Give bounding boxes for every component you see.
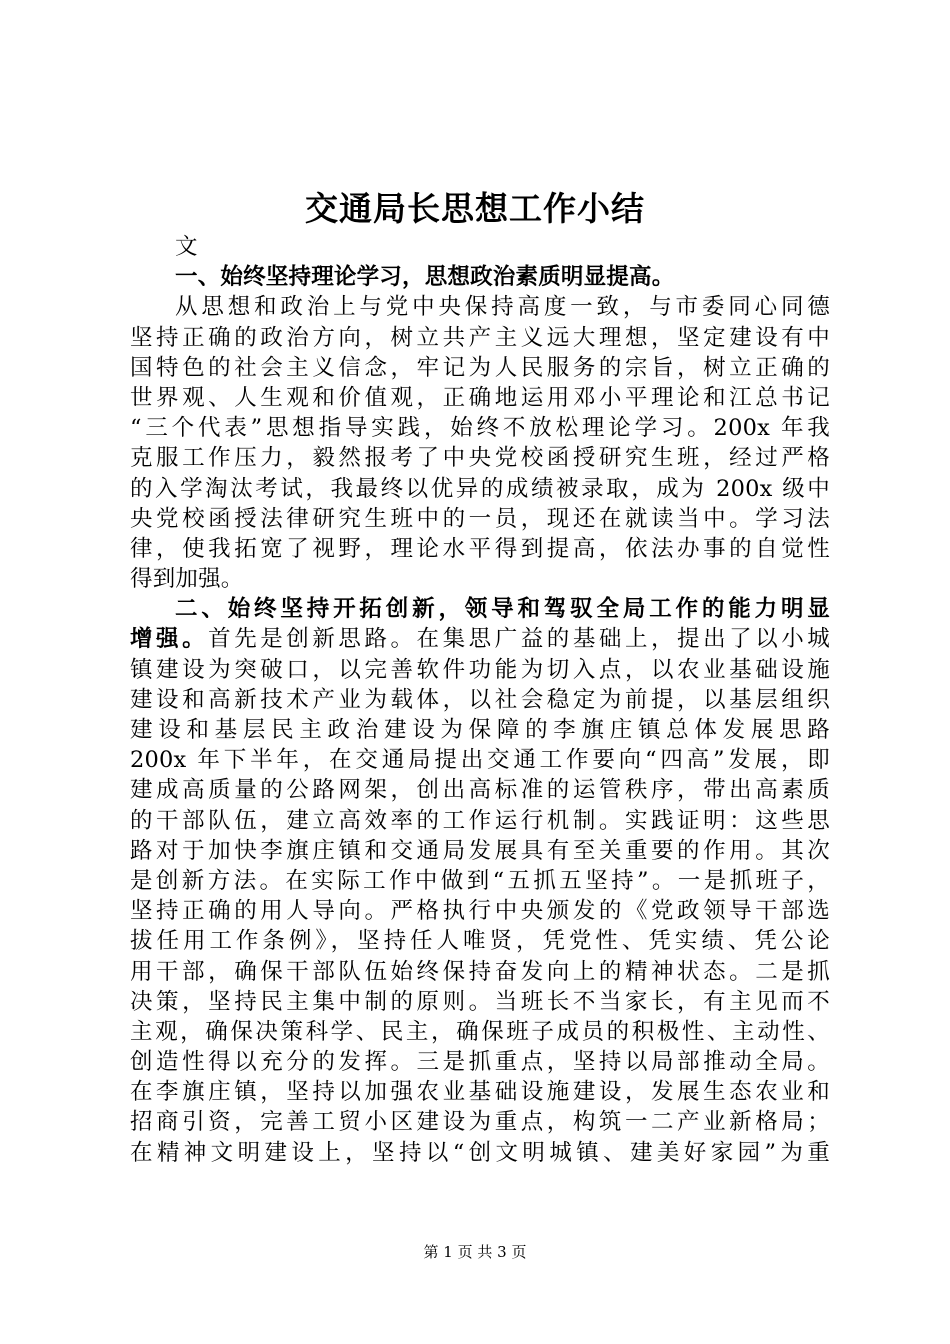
paragraph-line: 建设和基层民主政治建设为保障的李旗庄镇总体发展思路 [130, 717, 830, 743]
section-1-paragraph [130, 292, 830, 594]
paragraph-line: 镇建设为突破口，以完善软件功能为切入点，以农业基础设施 [130, 656, 830, 683]
paragraph-line: 主观，确保决策科学、民主，确保班子成员的积极性、主动性、 [130, 1018, 830, 1045]
author-line: 文 [175, 234, 198, 260]
section-2-heading-end: 增强。 [130, 626, 209, 653]
section-2-text: 首先是创新思路。在集思广益的基础上，提出了以小城 [208, 626, 830, 653]
paragraph-line: 在李旗庄镇，坚持以加强农业基础设施建设，发展生态农业和 [130, 1079, 830, 1106]
page-footer: 第 1 页 共 3 页 [423, 1243, 527, 1261]
paragraph-line: 世界观、人生观和价值观，正确地运用邓小平理论和江总书记 [130, 384, 830, 411]
paragraph-line: 路对于加快李旗庄镇和交通局发展具有至关重要的作用。其次 [130, 837, 830, 864]
paragraph-line: 是创新方法。在实际工作中做到“五抓五坚持”。一是抓班子， [130, 867, 830, 894]
section-2-paragraph [130, 594, 830, 1168]
section-2-heading: 二、始终坚持开拓创新，领导和驾驭全局工作的能力明显 [175, 596, 830, 623]
paragraph-line: 坚持正确的政治方向，树立共产主义远大理想，坚定建设有中 [130, 324, 830, 351]
section-1-heading: 一、始终坚持理论学习，思想政治素质明显提高。 [175, 264, 675, 291]
paragraph-line: 律，使我拓宽了视野，理论水平得到提高，依法办事的自觉性 [130, 535, 830, 562]
paragraph-line: 决策，坚持民主集中制的原则。当班长不当家长，有主见而不 [130, 988, 830, 1015]
paragraph-line: 招商引资，完善工贸小区建设为重点，构筑一二产业新格局； [130, 1109, 830, 1136]
paragraph-line: 在精神文明建设上，坚持以“创文明城镇、建美好家园”为重 [130, 1139, 830, 1166]
document-title: 交通局长思想工作小结 [305, 189, 645, 228]
paragraph-line: 拔任用工作条例》，坚持任人唯贤，凭党性、凭实绩、凭公论 [130, 928, 830, 955]
paragraph-line: 建设和高新技术产业为载体，以社会稳定为前提，以基层组织 [130, 686, 830, 713]
paragraph-line: 得到加强。 [130, 566, 244, 593]
paragraph-line: 200x 年下半年，在交通局提出交通工作要向“四高”发展，即 [130, 747, 830, 774]
paragraph-line: 创造性得以充分的发挥。三是抓重点，坚持以局部推动全局。 [130, 1049, 830, 1076]
paragraph-line: 建成高质量的公路网架，创出高标准的运管秩序，带出高素质 [130, 777, 830, 804]
paragraph-line: 央党校函授法律研究生班中的一员，现还在就读当中。学习法 [130, 505, 830, 532]
paragraph-line: 国特色的社会主义信念，牢记为人民服务的宗旨，树立正确的 [130, 354, 830, 381]
paragraph-line: “三个代表”思想指导实践，始终不放松理论学习。200x 年我 [130, 415, 830, 442]
paragraph-line: 从思想和政治上与党中央保持高度一致，与市委同心同德 [175, 294, 830, 321]
paragraph-line: 的入学淘汰考试，我最终以优异的成绩被录取，成为 200x 级中 [130, 475, 830, 502]
paragraph-line: 的干部队伍，建立高效率的工作运行机制。实践证明：这些思 [130, 807, 830, 834]
paragraph-line [130, 624, 830, 654]
document-body [130, 232, 830, 1168]
paragraph-line: 用干部，确保干部队伍始终保持奋发向上的精神状态。二是抓 [130, 958, 830, 985]
paragraph-line: 坚持正确的用人导向。严格执行中央颁发的《党政领导干部选 [130, 898, 830, 925]
paragraph-line: 克服工作压力，毅然报考了中央党校函授研究生班，经过严格 [130, 445, 830, 472]
